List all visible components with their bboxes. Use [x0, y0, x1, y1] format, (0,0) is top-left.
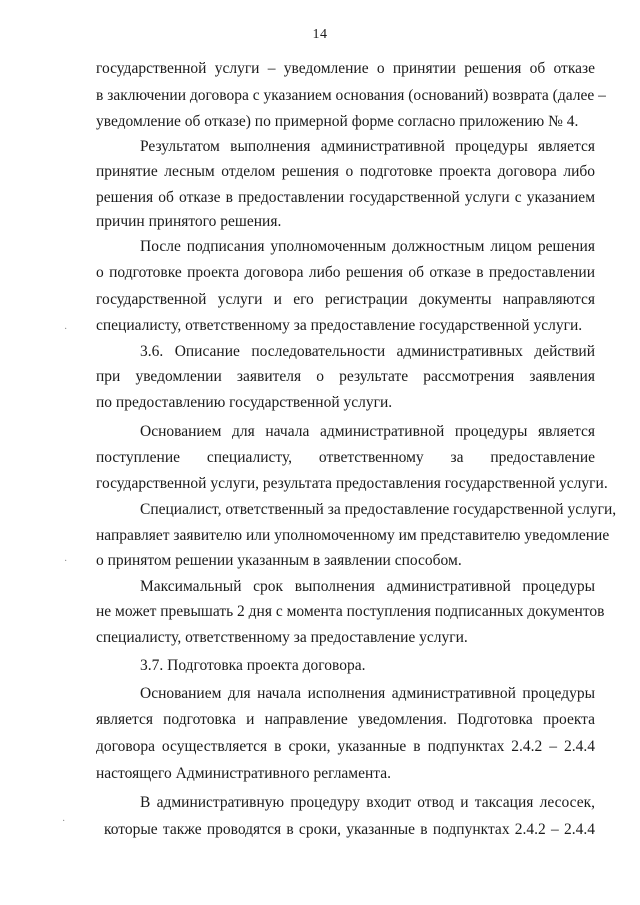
text-line: специалисту, ответственному за предоставление государственной услуги. — [96, 317, 583, 334]
text-line: при уведомлении заявителя о результате рассмотрения заявления — [96, 368, 595, 385]
text-line: принятие лесным отделом решения о подготовке проекта договора либо — [96, 163, 595, 180]
text-line: Основанием для начала исполнения административной процедуры — [140, 685, 595, 702]
text-line: в заключении договора с указанием основания (оснований) возврата (далее – — [96, 87, 606, 104]
section-heading: 3.6. Описание последовательности административных действий — [140, 343, 595, 360]
text-line: по предоставлению государственной услуги. — [96, 394, 393, 411]
text-line: Результатом выполнения административной процедуры является — [140, 138, 595, 155]
text-line: направляет заявителю или уполномоченному им представителю уведомление — [96, 527, 610, 544]
text-line: которые также проводятся в сроки, указанные в подпунктах 2.4.2 – 2.4.4 — [104, 821, 595, 838]
section-heading: 3.7. Подготовка проекта договора. — [140, 657, 366, 674]
text-line: В административную процедуру входит отвод и таксация лесосек, — [140, 794, 595, 811]
scan-mark: · — [64, 324, 68, 335]
text-line: уведомление об отказе) по примерной форме согласно приложению № 4. — [96, 113, 579, 130]
text-line: является подготовка и направление уведомления. Подготовка проекта — [96, 711, 595, 728]
text-line: Максимальный срок выполнения административной процедуры — [140, 578, 595, 595]
text-line: договора осуществляется в сроки, указанные в подпунктах 2.4.2 – 2.4.4 — [96, 738, 595, 755]
scan-mark: · — [64, 556, 68, 567]
text-line: специалисту, ответственному за предоставление услуги. — [96, 629, 468, 646]
text-line: поступление специалисту, ответственному за предоставление — [96, 449, 595, 466]
text-line: о подготовке проекта договора либо решения об отказе в предоставлении — [96, 264, 595, 281]
text-line: о принятом решении указанным в заявлении способом. — [96, 552, 462, 569]
text-line: настоящего Административного регламента. — [96, 765, 392, 782]
text-line: Основанием для начала административной процедуры является — [140, 423, 595, 440]
text-line: государственной услуги, результата предоставления государственной услуги. — [96, 475, 608, 492]
page-number: 14 — [312, 27, 328, 42]
text-line: не может превышать 2 дня с момента поступления подписанных документов — [96, 603, 605, 620]
text-line: решения об отказе в предоставлении государственной услуги с указанием — [96, 189, 595, 206]
text-line: государственной услуги и его регистрации документы направляются — [96, 291, 595, 308]
text-line: После подписания уполномоченным должностным лицом решения — [140, 238, 595, 255]
text-line: причин принятого решения. — [96, 213, 282, 230]
scan-mark: · — [62, 816, 66, 827]
text-line: Специалист, ответственный за предоставление государственной услуги, — [140, 501, 617, 518]
text-line: государственной услуги – уведомление о принятии решения об отказе — [96, 60, 595, 77]
